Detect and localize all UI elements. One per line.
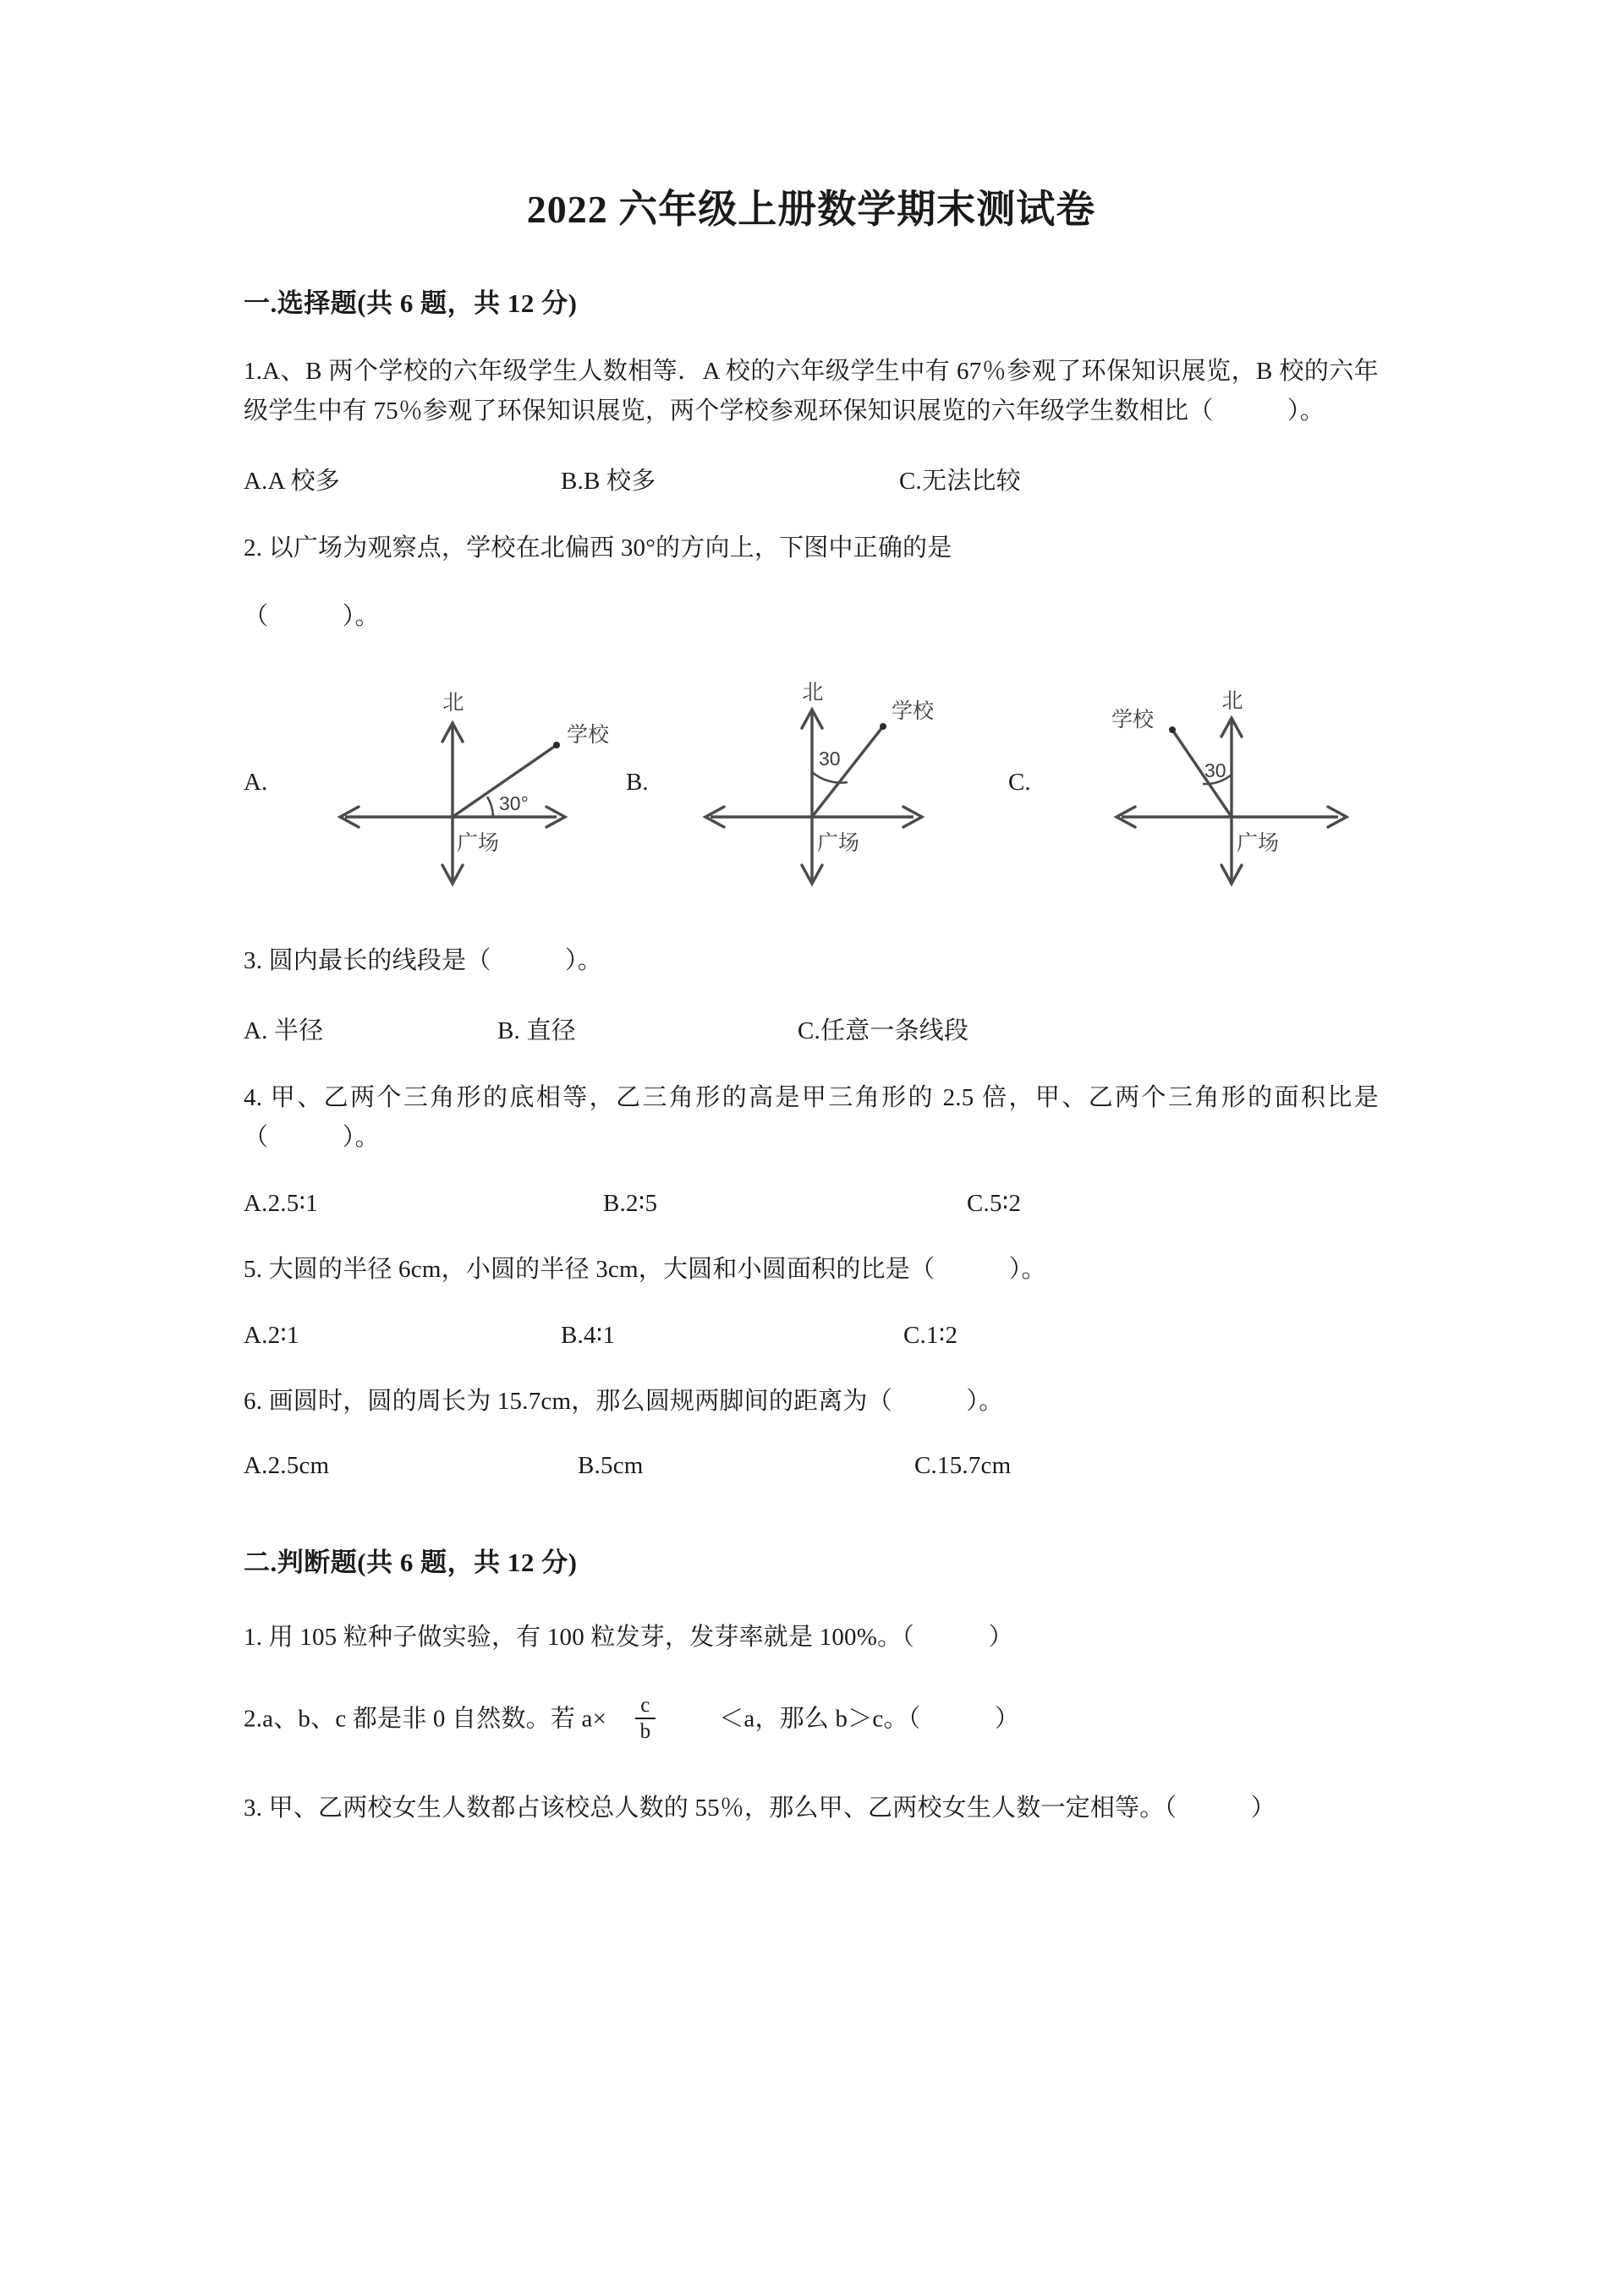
option-c[interactable]: C.任意一条线段 xyxy=(798,1016,969,1044)
section-heading-choice: 一.选择题(共 6 题，共 12 分) xyxy=(244,288,578,318)
fraction-numerator: c xyxy=(640,1693,650,1717)
option-a[interactable]: A.2.5cm xyxy=(244,1451,330,1479)
question-6-text: 6. 画圆时，圆的周长为 15.7cm，那么圆规两脚间的距离为（ ）。 xyxy=(244,1387,1004,1415)
option-b[interactable]: B.5cm xyxy=(578,1451,644,1479)
question-6-options xyxy=(244,1422,1379,1480)
option-c[interactable]: C.无法比较 xyxy=(899,467,1021,495)
judge-question-3-text: 3. 甲、乙两校女生人数都占该校总人数的 55％，那么甲、乙两校女生人数一定相等。（ ） xyxy=(244,1795,1276,1822)
diagram-c-angle-label: 30 xyxy=(1204,759,1226,781)
option-a[interactable]: A.2∶1 xyxy=(244,1321,299,1349)
page-title: 2022 六年级上册数学期末测试卷 xyxy=(526,188,1096,231)
fraction-c-over-b xyxy=(635,1695,656,1744)
diagram-a-north-label: 北 xyxy=(442,690,464,715)
question-1-text: 1.A、B 两个学校的六年级学生人数相等．A 校的六年级学生中有 67％参观了环保知识展览，B 校的六年级学生中有 75％参观了环保知识展览，两个学校参观环保知识展览的六年级学生数相比（ ）。 xyxy=(244,357,1379,425)
question-3-options xyxy=(244,981,1379,1046)
diagram-a-plaza-label: 广场 xyxy=(457,830,500,855)
option-b[interactable]: B. 直径 xyxy=(497,1016,576,1044)
diagram-c-label: C. xyxy=(1008,769,1031,797)
diagram-option-a[interactable] xyxy=(244,677,626,889)
judge-question-2-text-before: 2.a、b、c 都是非 0 自然数。若 a× xyxy=(244,1704,607,1732)
question-2-text: 2. 以广场为观察点，学校在北偏西 30°的方向上，下图中正确的是 xyxy=(244,534,952,562)
question-3-text: 3. 圆内最长的线段是（ ）。 xyxy=(244,946,602,974)
option-b[interactable]: B.4∶1 xyxy=(561,1321,616,1349)
option-a[interactable]: A.2.5∶1 xyxy=(244,1189,318,1217)
judge-question-2-text-after: ＜a，那么 b＞c。（ ） xyxy=(719,1704,1020,1732)
option-a[interactable]: A. 半径 xyxy=(244,1016,324,1044)
question-5-options xyxy=(244,1290,1379,1350)
judge-question-1-text: 1. 用 105 粒种子做实验，有 100 粒发芽，发芽率就是 100%。（ ） xyxy=(244,1623,1013,1651)
question-4-text: 4. 甲、乙两个三角形的底相等，乙三角形的高是甲三角形的 2.5 倍，甲、乙两个三角形的面积比是（ ）。 xyxy=(244,1083,1379,1151)
diagram-b-north-label: 北 xyxy=(802,680,824,704)
fraction-denominator: b xyxy=(635,1718,656,1743)
diagram-b-angle-label: 30 xyxy=(819,747,841,770)
diagram-option-b[interactable] xyxy=(626,677,1008,889)
diagram-c-plaza-label: 广场 xyxy=(1237,830,1280,855)
section-heading-judgement: 二.判断题(共 6 题，共 12 分) xyxy=(244,1547,578,1577)
option-b[interactable]: B.2∶5 xyxy=(603,1189,658,1217)
question-2-diagrams xyxy=(244,637,1379,889)
option-c[interactable]: C.1∶2 xyxy=(903,1321,958,1349)
option-c[interactable]: C.5∶2 xyxy=(967,1189,1022,1217)
option-c[interactable]: C.15.7cm xyxy=(914,1451,1012,1479)
diagram-b-plaza-label: 广场 xyxy=(817,830,860,855)
diagram-option-c[interactable] xyxy=(1008,677,1391,889)
compass-diagram-a xyxy=(288,677,626,889)
judge-question-2 xyxy=(244,1658,1379,1745)
question-5-text: 5. 大圆的半径 6cm，小圆的半径 3cm，大圆和小圆面积的比是（ ）。 xyxy=(244,1255,1046,1283)
option-b[interactable]: B.B 校多 xyxy=(561,467,656,495)
option-a[interactable]: A.A 校多 xyxy=(244,467,340,495)
diagram-a-school-label: 学校 xyxy=(567,722,610,747)
diagram-c-school-label: 学校 xyxy=(1111,707,1155,732)
compass-diagram-c xyxy=(1052,677,1391,889)
diagram-a-label: A. xyxy=(244,769,268,797)
diagram-a-angle-label: 30° xyxy=(499,792,529,814)
question-4-options xyxy=(244,1158,1379,1218)
question-1-options xyxy=(244,431,1379,496)
diagram-b-label: B. xyxy=(626,769,649,797)
diagram-c-north-label: 北 xyxy=(1221,688,1243,713)
compass-diagram-b xyxy=(670,677,1008,889)
diagram-b-school-label: 学校 xyxy=(892,699,935,723)
question-2-text-cont: （ ）。 xyxy=(244,602,380,630)
